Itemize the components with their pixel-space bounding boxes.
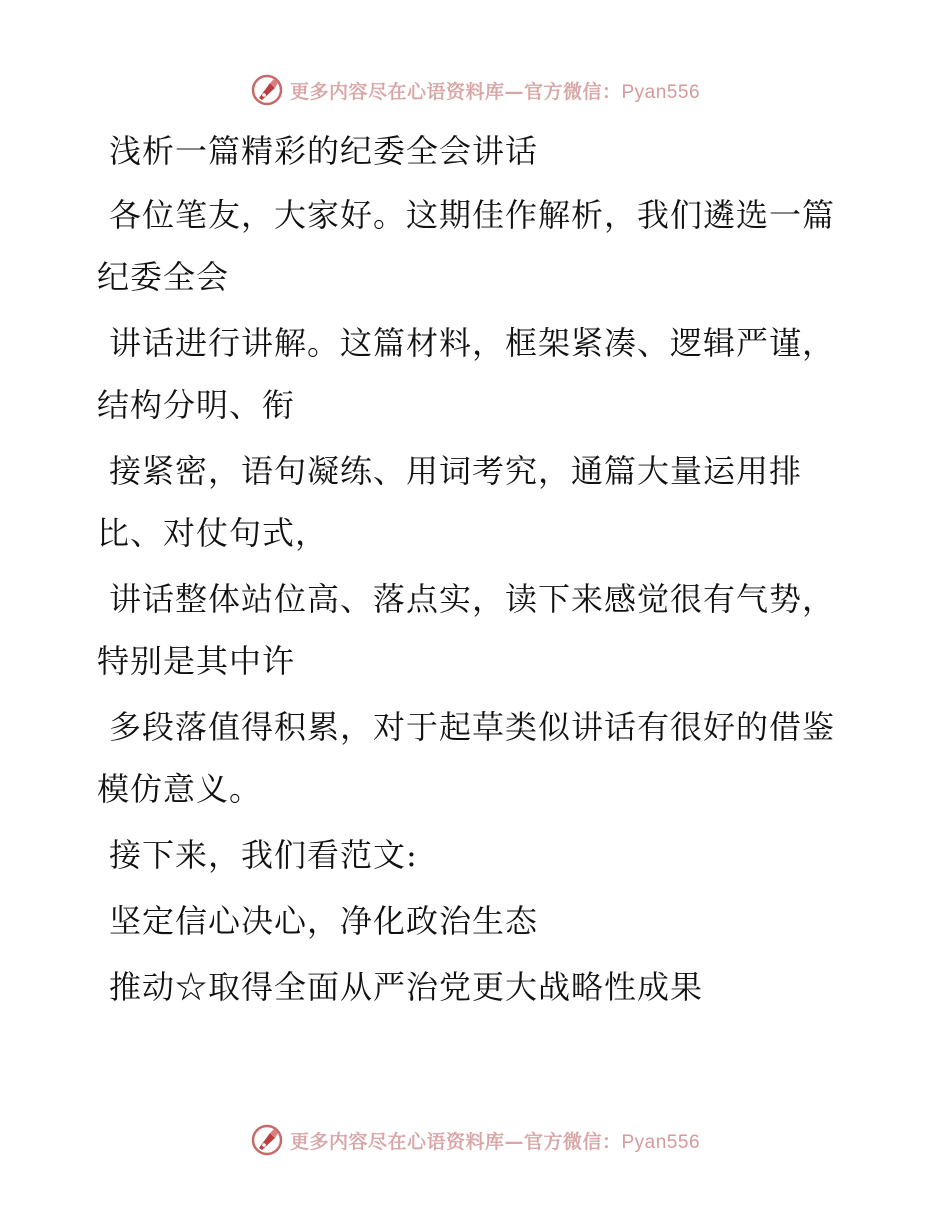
paragraph: 各位笔友，大家好。这期佳作解析，我们遴选一篇纪委全会 xyxy=(97,196,836,296)
watermark-wechat-id: Pyan556 xyxy=(621,1131,701,1153)
pen-nib-circle-icon xyxy=(250,1123,284,1157)
watermark-wechat-id: Pyan556 xyxy=(621,81,701,103)
section-subheading: 推动☆取得全面从严治党更大战略性成果 xyxy=(109,968,704,1006)
section-heading: 坚定信心决心，净化政治生态 xyxy=(109,902,539,940)
pen-nib-circle-icon xyxy=(250,73,284,107)
paragraph: 接紧密，语句凝练、用词考究，通篇大量运用排比、对仗句式， xyxy=(97,452,803,552)
document-body xyxy=(97,120,857,1022)
watermark-label: 更多内容尽在心语资料库—官方微信： xyxy=(289,1130,622,1153)
watermark-text xyxy=(290,77,700,104)
watermark-text xyxy=(290,1127,700,1154)
watermark-label: 更多内容尽在心语资料库—官方微信： xyxy=(289,80,622,103)
paragraph: 讲话进行讲解。这篇材料，框架紧凑、逻辑严谨，结构分明、衔 xyxy=(97,324,836,424)
paragraph: 讲话整体站位高、落点实，读下来感觉很有气势，特别是其中许 xyxy=(97,580,836,680)
header-watermark xyxy=(0,70,950,110)
paragraph: 接下来，我们看范文: xyxy=(109,836,418,874)
footer-watermark xyxy=(0,1120,950,1160)
document-title: 浅析一篇精彩的纪委全会讲话 xyxy=(109,132,539,170)
paragraph: 多段落值得积累，对于起草类似讲话有很好的借鉴模仿意义。 xyxy=(97,708,836,808)
